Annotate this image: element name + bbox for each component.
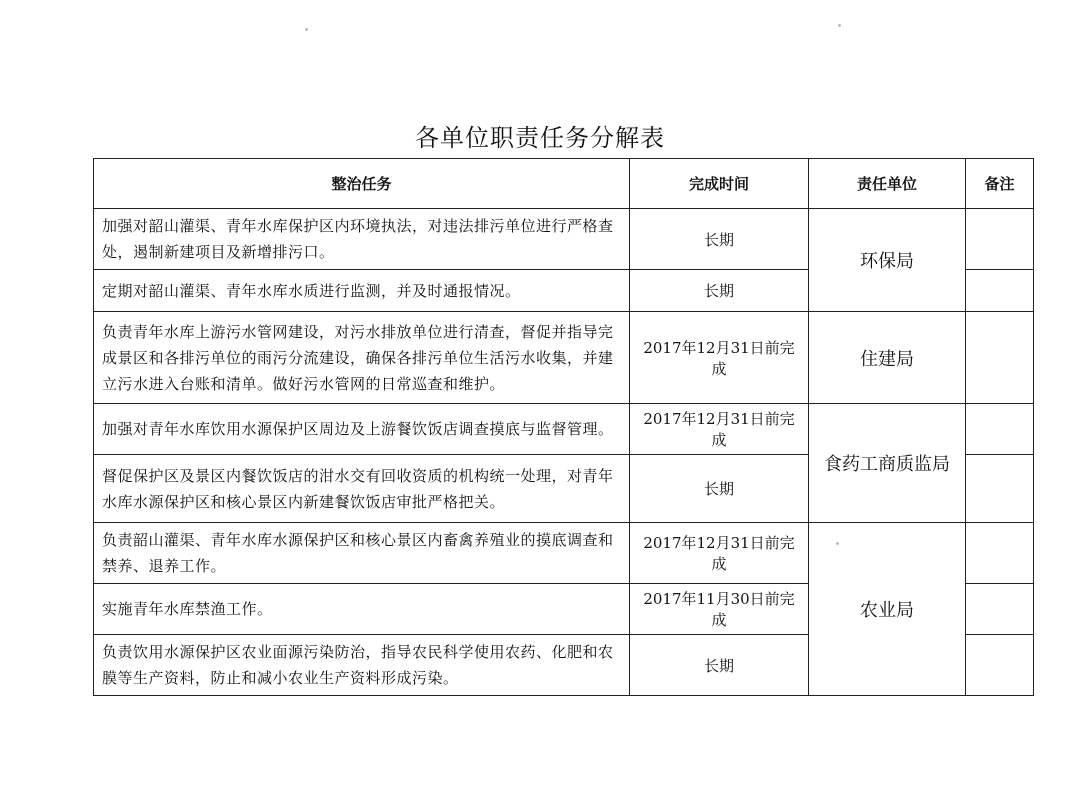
time-cell: 长期 <box>630 270 809 312</box>
header-note: 备注 <box>966 159 1034 209</box>
task-cell: 实施青年水库禁渔工作。 <box>94 584 630 635</box>
task-table <box>93 158 1034 696</box>
note-cell <box>966 584 1034 635</box>
note-cell <box>966 404 1034 455</box>
header-time: 完成时间 <box>630 159 809 209</box>
task-cell: 定期对韶山灌渠、青年水库水质进行监测，并及时通报情况。 <box>94 270 630 312</box>
note-cell <box>966 523 1034 584</box>
note-cell <box>966 312 1034 404</box>
task-cell: 负责青年水库上游污水管网建设，对污水排放单位进行清查，督促并指导完成景区和各排污单位的雨污分流建设，确保各排污单位生活污水收集，并建立污水进入台账和清单。做好污水管网的日常巡查和维护。 <box>94 312 630 404</box>
task-cell: 督促保护区及景区内餐饮饭店的泔水交有回收资质的机构统一处理，对青年水库水源保护区和核心景区内新建餐饮饭店审批严格把关。 <box>94 455 630 523</box>
table-row <box>94 312 1034 404</box>
header-unit: 责任单位 <box>809 159 966 209</box>
task-cell: 加强对青年水库饮用水源保护区周边及上游餐饮饭店调查摸底与监督管理。 <box>94 404 630 455</box>
table-row <box>94 404 1034 455</box>
header-task: 整治任务 <box>94 159 630 209</box>
task-cell: 负责韶山灌渠、青年水库水源保护区和核心景区内畜禽养殖业的摸底调查和禁养、退养工作。 <box>94 523 630 584</box>
scan-speck <box>838 24 841 27</box>
unit-cell: 农业局 <box>809 523 966 696</box>
scan-speck <box>305 28 308 31</box>
unit-cell: 环保局 <box>809 209 966 312</box>
unit-cell: 住建局 <box>809 312 966 404</box>
task-cell: 负责饮用水源保护区农业面源污染防治，指导农民科学使用农药、化肥和农膜等生产资料，防止和减小农业生产资料形成污染。 <box>94 635 630 696</box>
table-row <box>94 523 1034 584</box>
note-cell <box>966 455 1034 523</box>
task-cell: 加强对韶山灌渠、青年水库保护区内环境执法，对违法排污单位进行严格查处，遏制新建项目及新增排污口。 <box>94 209 630 270</box>
note-cell <box>966 270 1034 312</box>
time-cell: 2017年12月31日前完成 <box>630 523 809 584</box>
unit-cell: 食药工商质监局 <box>809 404 966 523</box>
time-cell: 长期 <box>630 635 809 696</box>
note-cell <box>966 209 1034 270</box>
time-cell: 长期 <box>630 455 809 523</box>
table-row <box>94 209 1034 270</box>
time-cell: 2017年12月31日前完成 <box>630 404 809 455</box>
note-cell <box>966 635 1034 696</box>
time-cell: 2017年11月30日前完成 <box>630 584 809 635</box>
time-cell: 2017年12月31日前完成 <box>630 312 809 404</box>
time-cell: 长期 <box>630 209 809 270</box>
header-row <box>94 159 1034 209</box>
page-title: 各单位职责任务分解表 <box>415 124 665 152</box>
